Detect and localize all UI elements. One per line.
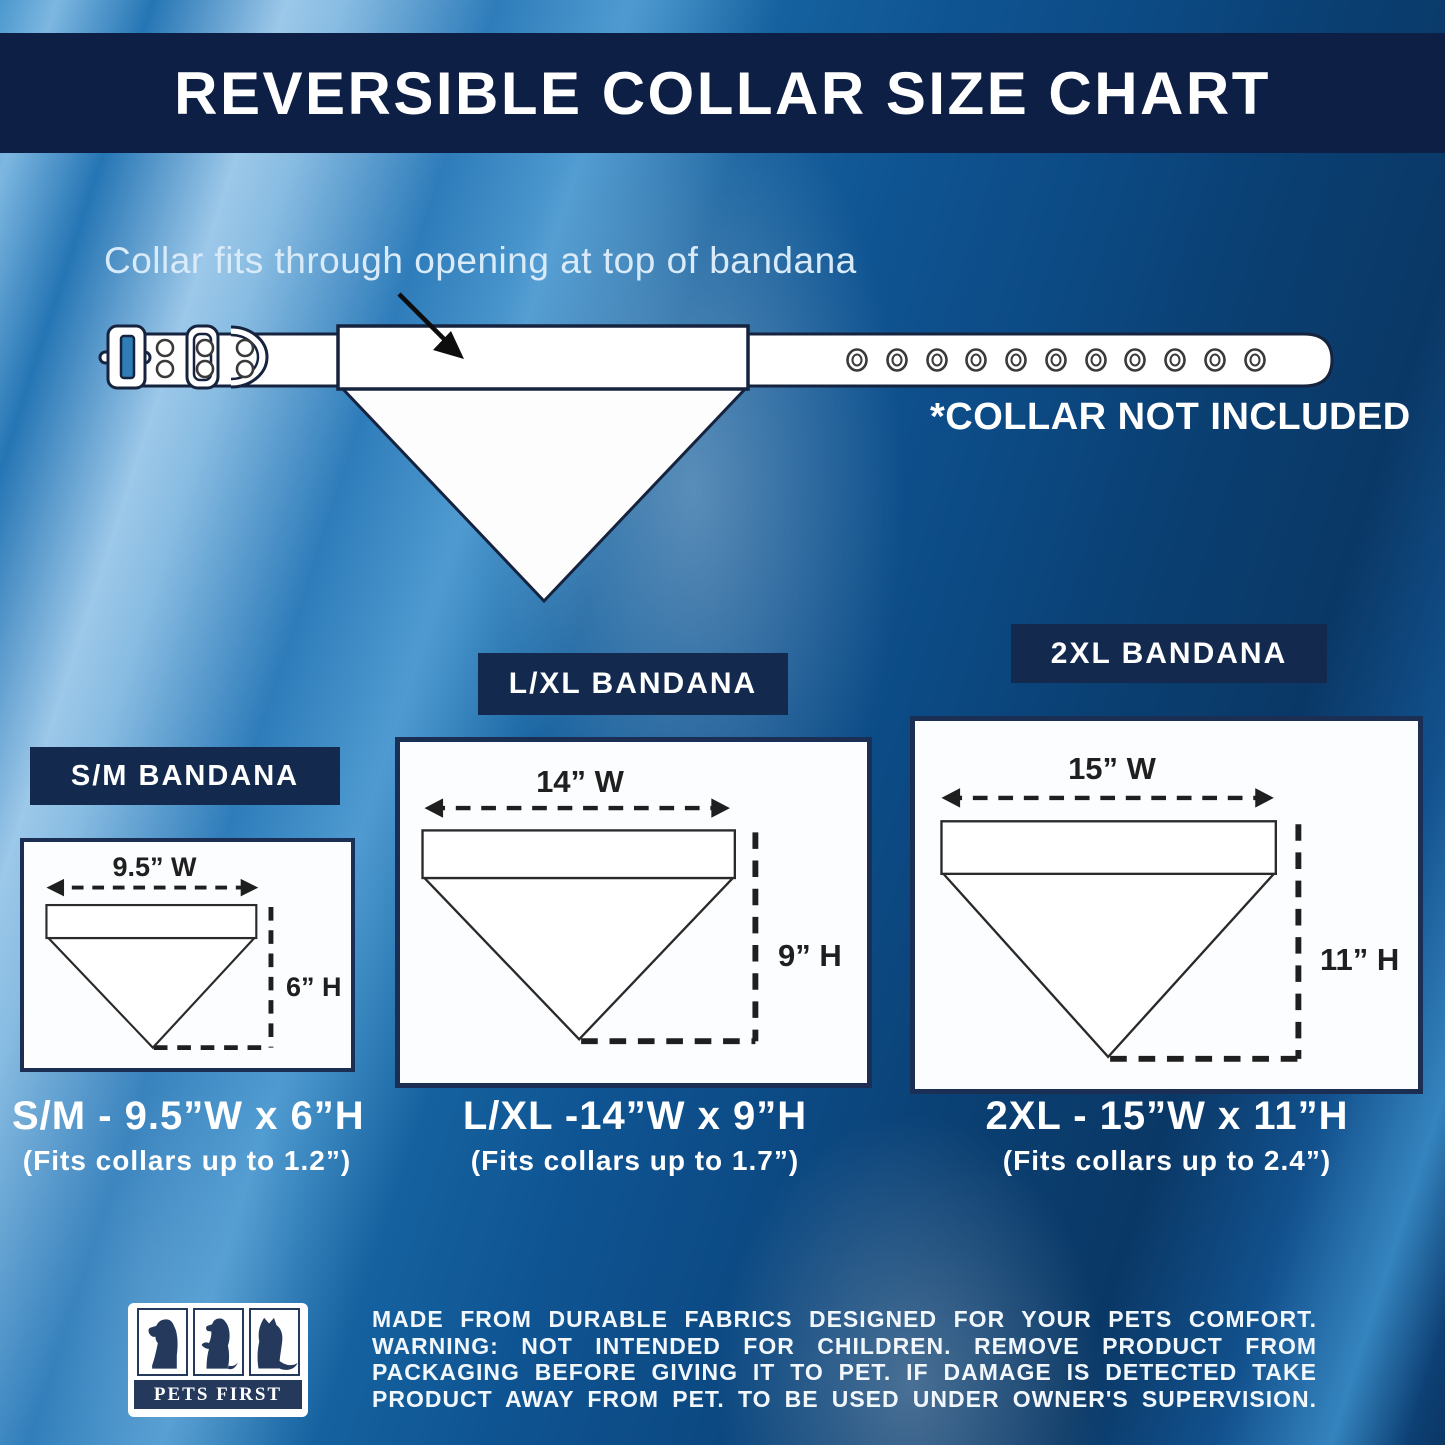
sm-header-label: S/M BANDANA [70,759,300,792]
sm-panel-box [20,838,355,1072]
lxl-height-label: 9” H [778,938,842,973]
2xl-height-label: 11” H [1320,942,1400,977]
sm-height-label: 6” H [286,972,342,1002]
lxl-panel-box [395,737,872,1088]
disclaimer-text [372,1306,1317,1412]
logo-brand-text: PETS FIRST [153,1383,283,1405]
bandana-triangle [341,387,747,601]
2xl-panel-header [1011,624,1327,683]
logo-brand-band [134,1380,302,1409]
disclaimer-line: PACKAGING BEFORE GIVING IT TO PET. IF DAMAGE IS DETECTED TAKE [372,1359,1317,1385]
2xl-width-label: 15” W [1068,751,1156,786]
disclaimer-line: WARNING: NOT INTENDED FOR CHILDREN. REMOVE PRODUCT FROM [372,1332,1317,1359]
sm-width-label: 9.5” W [112,852,197,882]
lxl-fits-caption: (Fits collars up to 1.7”) [470,1145,800,1176]
bandana-sleeve [338,326,748,389]
sm-panel-header [30,747,340,805]
disclaimer-line: PRODUCT AWAY FROM PET. TO BE USED UNDER OWNER'S SUPERVISION. [372,1385,1317,1412]
dog-silhouette-icon [193,1308,244,1376]
lxl-panel-header [478,653,788,715]
2xl-header-label: 2XL BANDANA [1050,636,1288,670]
lxl-caption: L/XL -14”W x 9”H [462,1094,808,1138]
lxl-header-label: L/XL BANDANA [508,667,758,700]
dog-silhouette-icon [137,1308,188,1376]
disclaimer-line: MADE FROM DURABLE FABRICS DESIGNED FOR YOUR PETS COMFORT. [372,1306,1317,1332]
2xl-panel-box [910,716,1423,1094]
page-title: REVERSIBLE COLLAR SIZE CHART [174,59,1271,127]
logo-dog-frames [134,1308,302,1376]
pets-first-logo [128,1303,308,1417]
collar-not-included-note: *COLLAR NOT INCLUDED [930,396,1411,438]
2xl-caption: 2XL - 15”W x 11”H [985,1094,1349,1138]
lxl-width-label: 14” W [536,764,624,799]
sm-fits-caption: (Fits collars up to 1.2”) [22,1145,352,1176]
collar-bandana-diagram [0,0,1445,660]
dog-silhouette-icon [249,1308,300,1376]
2xl-fits-caption: (Fits collars up to 2.4”) [1002,1145,1332,1176]
collar-instruction-text: Collar fits through opening at top of bandana [104,240,857,281]
sm-caption: S/M - 9.5”W x 6”H [12,1094,365,1138]
